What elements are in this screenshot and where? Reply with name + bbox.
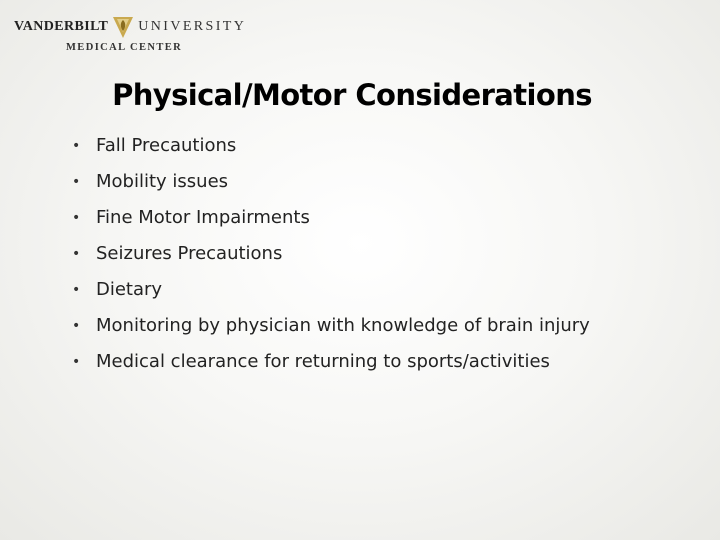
bullet-marker: • — [72, 246, 81, 262]
bullet-text: Fall Precautions — [96, 135, 237, 156]
bullet-list — [72, 134, 632, 386]
logo-word-vanderbilt: VANDERBILT — [14, 19, 109, 34]
vanderbilt-logo — [14, 14, 247, 60]
vanderbilt-v-oak-leaf-icon — [112, 15, 134, 39]
logo-wordmark — [14, 14, 246, 40]
bullet-text: Mobility issues — [96, 171, 229, 192]
bullet-text: Fine Motor Impairments — [96, 207, 310, 228]
bullet-item — [72, 242, 632, 266]
bullet-item — [72, 170, 632, 194]
bullet-item — [72, 350, 632, 374]
bullet-text: Medical clearance for returning to sports/activities — [96, 351, 550, 372]
bullet-marker: • — [72, 174, 81, 190]
slide-title: Physical/Motor Considerations — [112, 78, 592, 112]
bullet-item — [72, 314, 632, 338]
logo-word-university: UNIVERSITY — [138, 19, 247, 34]
bullet-marker: • — [72, 282, 81, 298]
bullet-marker: • — [72, 318, 81, 334]
bullet-marker: • — [72, 138, 81, 154]
bullet-marker: • — [72, 210, 81, 226]
bullet-text: Dietary — [96, 279, 163, 300]
bullet-text: Seizures Precautions — [96, 243, 283, 264]
logo-subtitle: MEDICAL CENTER — [66, 42, 183, 53]
bullet-item — [72, 134, 632, 158]
bullet-marker: • — [72, 354, 81, 370]
bullet-item — [72, 278, 632, 302]
bullet-item — [72, 206, 632, 230]
bullet-text: Monitoring by physician with knowledge of brain injury — [96, 315, 590, 336]
